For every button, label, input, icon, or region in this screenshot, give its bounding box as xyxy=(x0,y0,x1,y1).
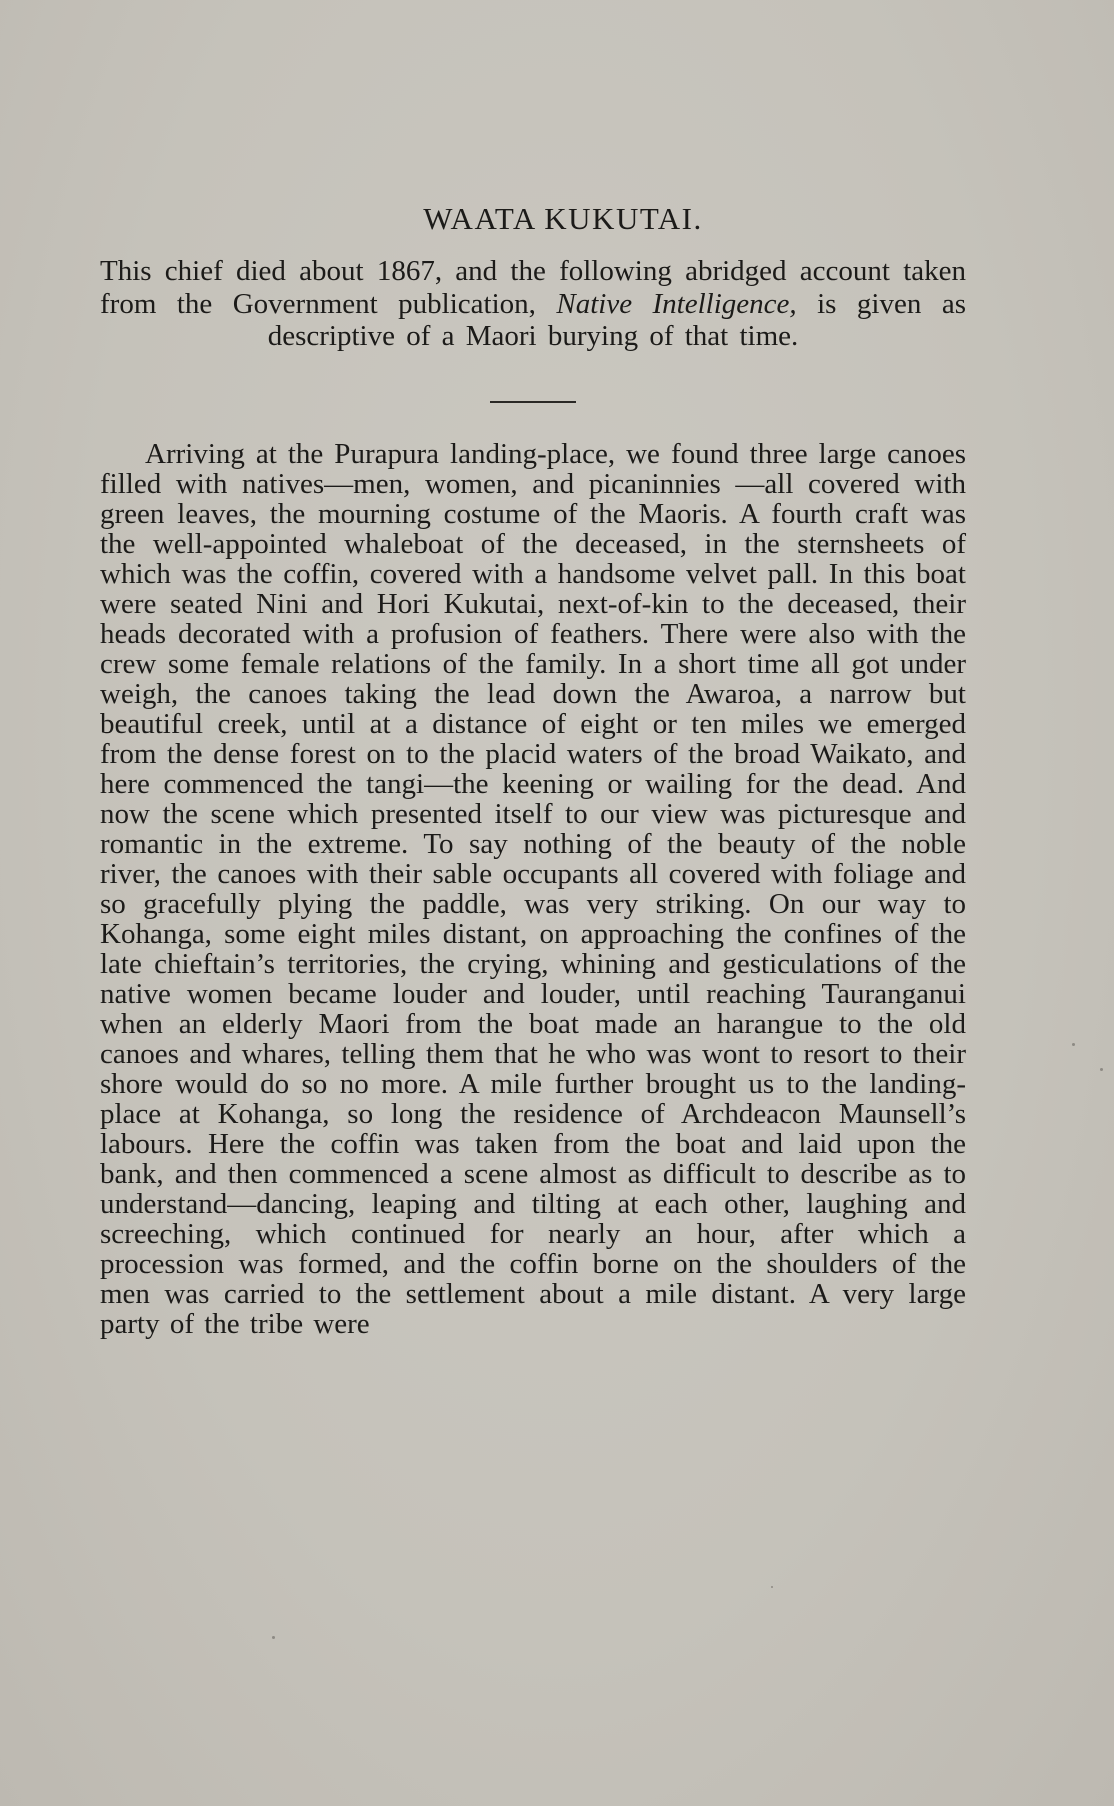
body-paragraph: Arriving at the Purapura landing-place, we found three large canoes filled with natives—men, women, and picaninnies —all covered with green leaves, the mourning costume of the Maoris. A fourth craft was the well-appointed whaleboat of the deceased, in the sternsheets of which was the coffin, covered with a handsome velvet pall. In this boat were seated Nini and Hori Kukutai, next-of-kin to the deceased, their heads decorated with a profusion of feathers. There were also with the crew some female relations of the family. In a short time all got under weigh, the canoes taking the lead down the Awaroa, a narrow but beautiful creek, until at a distance of eight or ten miles we emerged from the dense forest on to the placid waters of the broad Waikato, and here commenced the tangi—the keening or wailing for the dead. And now the scene which presented itself to our view was picturesque and romantic in the extreme. To say nothing of the beauty of the noble river, the canoes with their sable occupants all covered with foliage and so gracefully plying the paddle, was very striking. On our way to Kohanga, some eight miles distant, on approaching the confines of the late chieftain’s territories, the crying, whining and gesticulations of the native women became louder and louder, until reaching Tauranganui when an elderly Maori from the boat made an harangue to the old canoes and whares, telling them that he who was wont to resort to their shore would do so no more. A mile further brought us to the landing-place at Kohanga, so long the residence of Archdeacon Maunsell’s labours. Here the coffin was taken from the boat and laid upon the bank, and then commenced a scene almost as difficult to describe as to understand—dancing, leaping and tilting at each other, laughing and screeching, which continued for nearly an hour, after which a procession was formed, and the coffin borne on the shoulders of the men was carried to the settlement about a mile distant. A very large party of the tribe were xyxy=(100,437,966,1340)
paper-speck xyxy=(1072,1043,1075,1046)
page-title: WAATA KUKUTAI. xyxy=(423,201,703,236)
paper-speck xyxy=(771,1586,773,1588)
intro-italic-publication: Native Intelligence, xyxy=(556,287,797,320)
page-content xyxy=(100,200,966,1339)
paper-speck xyxy=(1100,1068,1103,1071)
intro-paragraph xyxy=(100,255,966,353)
intro-text-end: is given as descriptive of a Maori burying of that time. xyxy=(267,287,966,353)
intro-text-start: This chief died about 1867, and the following abridged account taken from the Government publication, xyxy=(100,255,966,320)
paper-speck xyxy=(272,1636,275,1639)
section-divider xyxy=(490,401,576,403)
